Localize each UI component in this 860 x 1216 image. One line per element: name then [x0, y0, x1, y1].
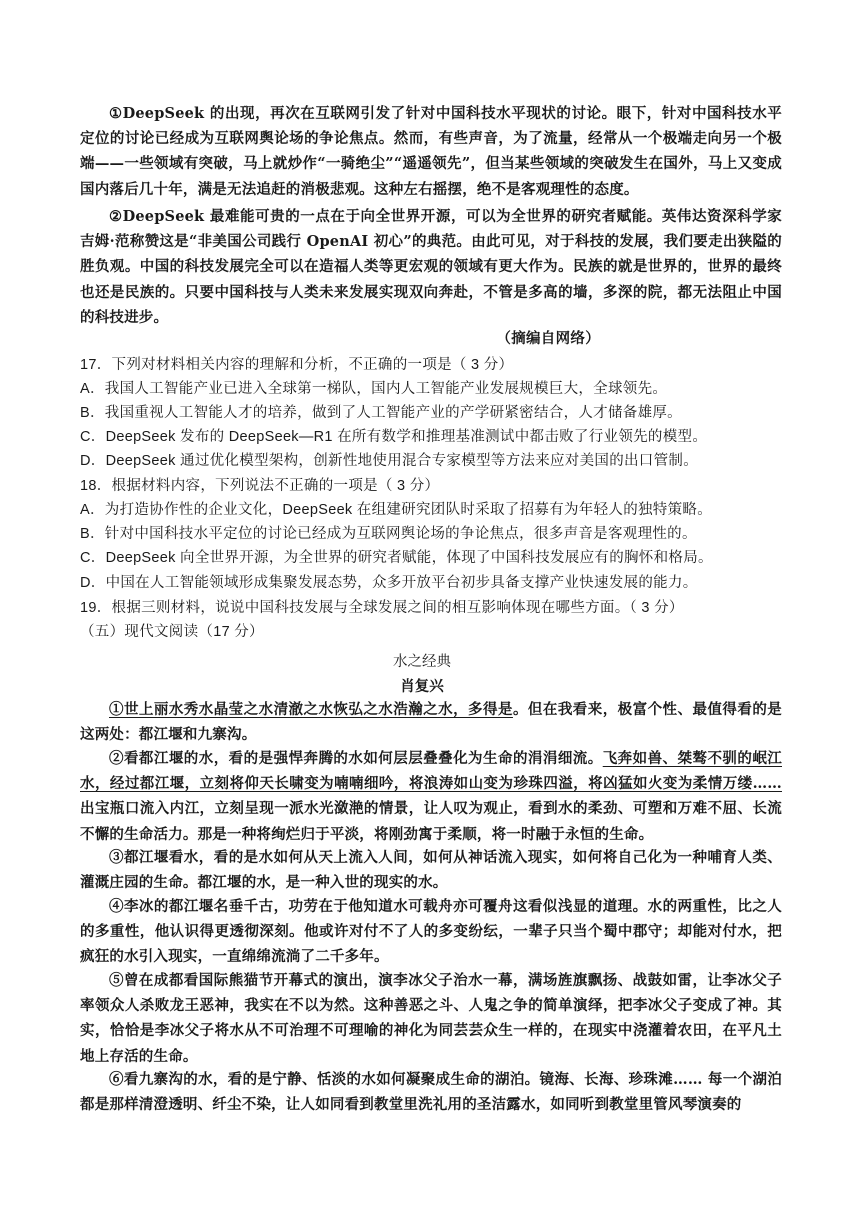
question-19-stem: 19．根据三则材料，说说中国科技发展与全球发展之间的相互影响体现在哪些方面。（ 3 分）: [80, 600, 684, 616]
article-paragraph-6: ⑥看九寨沟的水，看的是宁静、恬淡的水如何凝聚成生命的湖泊。镜海、长海、珍珠滩…… 每一个湖泊都是那样清澄透明、纤尘不染，让人如同看到教堂里洗礼用的圣洁露水，如同听到教堂里管风琴演奏的: [80, 1071, 782, 1114]
material-source: （摘编自网络）: [496, 331, 600, 347]
question-17-stem: 17．下列对材料相关内容的理解和分析，不正确的一项是（ 3 分）: [80, 357, 514, 373]
question-17-option-d: D．DeepSeek 通过优化模型架构，创新性地使用混合专家模型等方法来应对美国的出口管制。: [80, 453, 699, 469]
material-paragraph-2: ②DeepSeek 最难能可贵的一点在于向全世界开源，可以为全世界的研究者赋能。英伟达资深科学家吉姆·范称赞这是“非美国公司践行 OpenAI 初心”的典范。由此可见，对于科技的发展，我们要走出狭隘的胜负观。中国的科技发展完全可以在造福人类等更宏观的领域有更大作为。民族的就是世界的，世界的最终也还是民族的。只要中国科技与人类未来发展实现双向奔赴，不管是多高的墙，多深的院，都无法阻止中国的科技进步。: [80, 208, 782, 326]
article-paragraph-5: ⑤曾在成都看国际熊猫节开幕式的演出，演李冰父子治水一幕，满场旌旗飘扬、战鼓如雷，让李冰父子率领众人杀败龙王恶神，我实在不以为然。这种善恶之斗、人鬼之争的简单演绎，把李冰父子变成了神。其实，恰恰是李冰父子将水从不可治理不可理喻的神化为同芸芸众生一样的，在现实中浇灌着农田，在平凡土地上存活的生命。: [80, 972, 782, 1065]
question-17-option-b: B．我国重视人工智能人才的培养，做到了人工智能产业的产学研紧密结合，人才储备雄厚。: [80, 405, 682, 421]
question-18-option-a: A．为打造协作性的企业文化，DeepSeek 在组建研究团队时采取了招募有为年轻人的独特策略。: [80, 502, 713, 518]
article-paragraph-2-rest: 出宝瓶口流入内江，立刻呈现一派水光潋滟的情景，让人叹为观止，看到水的柔劲、可塑和万难不屈、长流不懈的生命活力。那是一种将绚烂归于平淡，将刚劲寓于柔顺，将一时融于永恒的生命。: [80, 800, 782, 843]
article-author: 肖复兴: [400, 679, 444, 695]
question-17-option-c: C．DeepSeek 发布的 DeepSeek—R1 在所有数学和推理基准测试中都击败了行业领先的模型。: [80, 429, 708, 445]
question-18-option-c: C．DeepSeek 向全世界开源，为全世界的研究者赋能，体现了中国科技发展应有的胸怀和格局。: [80, 550, 713, 566]
question-18-option-b: B．针对中国科技水平定位的讨论已经成为互联网舆论场的争论焦点，很多声音是客观理性的。: [80, 526, 697, 542]
section-5-heading: （五）现代文阅读（17 分）: [80, 624, 264, 640]
article-paragraph-2: [80, 746, 782, 847]
article-title: 水之经典: [393, 654, 451, 670]
article-paragraph-4: ④李冰的都江堰名垂千古，功劳在于他知道水可载舟亦可覆舟这看似浅显的道理。水的两重性，比之人的多重性，他认识得更透彻深刻。他或许对付不了人的多变纷纭，一辈子只当个蜀中郡守；却能对付水，把疯狂的水引入现实，一直绵绵流淌了二千多年。: [80, 898, 782, 966]
article-paragraph-3: ③都江堰看水，看的是水如何从天上流入人间，如何从神话流入现实，如何将自己化为一种哺育人类、灌溉庄园的生命。都江堰的水，是一种入世的现实的水。: [80, 849, 782, 892]
article-paragraph-2-underlined: 飞奔如兽、桀骜不驯的岷江水，经过都江堰，立刻将仰天长啸变为喃喃细吟，将浪涛如山变为珍珠四溢，将凶猛如火变为柔情万缕……: [80, 750, 782, 793]
article-paragraph-2-lead: ②看都江堰的水，看的是强悍奔腾的水如何层层叠叠化为生命的涓涓细流。: [109, 750, 603, 767]
question-18-option-d: D．中国在人工智能领域形成集聚发展态势，众多开放平台初步具备支撑产业快速发展的能力。: [80, 575, 698, 591]
article-paragraph-1-rest: 。但在我看来，极富个性、最值得看的是这两处：都江堰和九寨沟。: [80, 701, 782, 744]
article-paragraph-1: [80, 697, 782, 747]
question-17-option-a: A．我国人工智能产业已进入全球第一梯队，国内人工智能产业发展规模巨大，全球领先。: [80, 381, 668, 397]
article-paragraph-1-underlined: ①世上丽水秀水晶莹之水清澈之水恢弘之水浩瀚之水，多得是: [109, 701, 513, 718]
question-18-stem: 18．根据材料内容，下列说法不正确的一项是（ 3 分）: [80, 478, 440, 494]
material-paragraph-1: ①DeepSeek 的出现，再次在互联网引发了针对中国科技水平现状的讨论。眼下，针对中国科技水平定位的讨论已经成为互联网舆论场的争论焦点。然而，有些声音，为了流量，经常从一个极端走向另一个极端——一些领域有突破，马上就炒作“一骑绝尘”“遥遥领先”，但当某些领域的突破发生在国外，马上又变成国内落后几十年，满是无法追赶的消极悲观。这种左右摇摆，绝不是客观理性的态度。: [80, 105, 782, 198]
